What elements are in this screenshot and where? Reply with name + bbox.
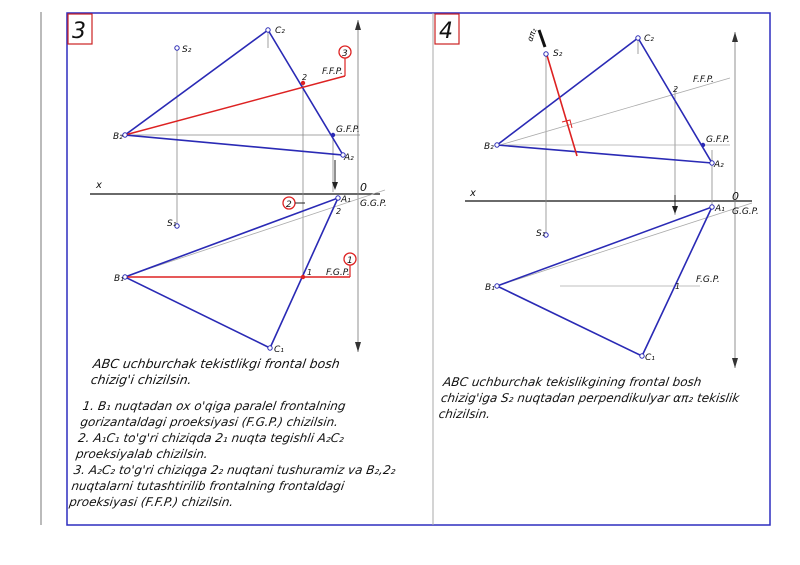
label-o-4: 0 [732, 190, 739, 203]
callout-number-3: 3 [342, 49, 348, 59]
label-ggp-4: G.G.P. [732, 207, 759, 217]
label-a2: A₂ [344, 153, 354, 163]
label-point-1-4: 1 [675, 282, 681, 291]
arrow-up-4 [732, 32, 738, 42]
panel-3-title-line: ABC uchburchak tekistlikgi frontal bosh [92, 356, 341, 371]
arrow-up [355, 20, 361, 30]
point-c1-4 [640, 354, 644, 358]
callout-number-1: 1 [347, 256, 353, 266]
arrow-head-4 [672, 206, 678, 214]
panel-3-title [90, 356, 424, 388]
label-s2: S₂ [182, 45, 192, 55]
label-c2-4: C₂ [644, 34, 654, 44]
point-b1-4 [495, 284, 499, 288]
point-gfp-4 [701, 143, 705, 147]
point-gfp [331, 133, 335, 137]
point-a1-4 [710, 205, 714, 209]
label-a1-4: A₁ [715, 204, 725, 214]
label-s1: S₁ [167, 219, 177, 229]
label-x-4: x [470, 188, 476, 199]
point-b2 [123, 133, 127, 137]
label-c2: C₂ [275, 26, 285, 36]
panel-3-step-line: proeksiyalab chizilsin. [75, 447, 209, 461]
label-x: x [96, 180, 102, 191]
callout-number-2: 2 [286, 200, 292, 210]
label-ffp-4: F.F.P. [693, 75, 714, 85]
panel-3-title-line: chizig'i chizilsin. [89, 372, 193, 387]
label-c1: C₁ [274, 345, 284, 355]
ggp-trace-4 [497, 203, 752, 286]
label-o: 0 [360, 181, 367, 194]
label-fgp-4: F.G.P. [696, 275, 720, 285]
label-point-2-2: 2 [302, 73, 308, 82]
point-1 [301, 275, 305, 279]
label-alpha: απ₂ [525, 27, 539, 43]
label-ffp: F.F.P. [322, 67, 343, 77]
panel-4 [435, 14, 759, 368]
panel-3-steps [68, 398, 424, 510]
label-gfp-4: G.F.P. [706, 135, 730, 145]
plane-trace-mark [539, 30, 545, 47]
point-c1 [268, 346, 272, 350]
panel-4-title [438, 374, 771, 422]
point-s2-4 [544, 52, 548, 56]
panel-3-step-line: proeksiyasi (F.F.P.) chizilsin. [68, 495, 235, 509]
label-fgp: F.G.P. [326, 268, 350, 278]
label-b2-4: B₂ [484, 142, 494, 152]
panel-3-step-line: 3. A₂C₂ to'g'ri chiziqga 2₂ nuqtani tushuramiz va B₂,2₂ [72, 463, 397, 477]
panel-4-title-line: chizilsin. [437, 407, 492, 421]
label-b1: B₁ [114, 274, 124, 284]
label-s1-4: S₁ [536, 229, 546, 239]
label-point-1: 1 [307, 268, 313, 277]
point-c2 [266, 28, 270, 32]
triangle-frontal [125, 30, 343, 155]
panel-3-step-line: gorizantaldagi proeksiyasi (F.G.P.) chizilsin. [79, 415, 340, 429]
point-s2 [175, 46, 179, 50]
panel-3-number: 3 [72, 19, 86, 44]
label-s2-4: S₂ [553, 49, 563, 59]
panel-4-title-line: chizig'iga S₂ nuqtadan perpendikulyar απ₂ tekislik [440, 391, 741, 405]
label-a1: A₁ [341, 195, 351, 205]
label-gfp: G.F.P. [336, 125, 360, 135]
panel-4-title-line: ABC uchburchak tekislikgining frontal bosh [442, 375, 703, 389]
label-point-2-4: 2 [673, 85, 679, 94]
panel-3-step-line: 2. A₁C₁ to'g'ri chiziqda 2₁ nuqta tegishli A₂C₂ [77, 431, 345, 445]
label-b1-4: B₁ [485, 283, 495, 293]
arrow-down [355, 342, 361, 352]
point-c2-4 [636, 36, 640, 40]
label-point-2-1: 2 [336, 207, 342, 216]
label-c1-4: C₁ [645, 353, 655, 363]
panel-3-step-line: 1. B₁ nuqtadan ox o'qiga paralel frontalning [81, 399, 347, 413]
panel-4-number: 4 [439, 19, 453, 44]
point-a1 [336, 196, 340, 200]
panel-3 [68, 14, 387, 355]
point-b2-4 [495, 143, 499, 147]
panel-3-step-line: nuqtalarni tutashtirilib frontalning frontaldagi [70, 479, 346, 493]
arrow-down-4 [732, 358, 738, 368]
label-a2-4: A₂ [714, 160, 724, 170]
triangle-frontal-4 [497, 38, 712, 163]
label-ggp: G.G.P. [360, 199, 387, 209]
frontal-ffp-line [125, 76, 345, 135]
label-b2: B₂ [113, 132, 123, 142]
